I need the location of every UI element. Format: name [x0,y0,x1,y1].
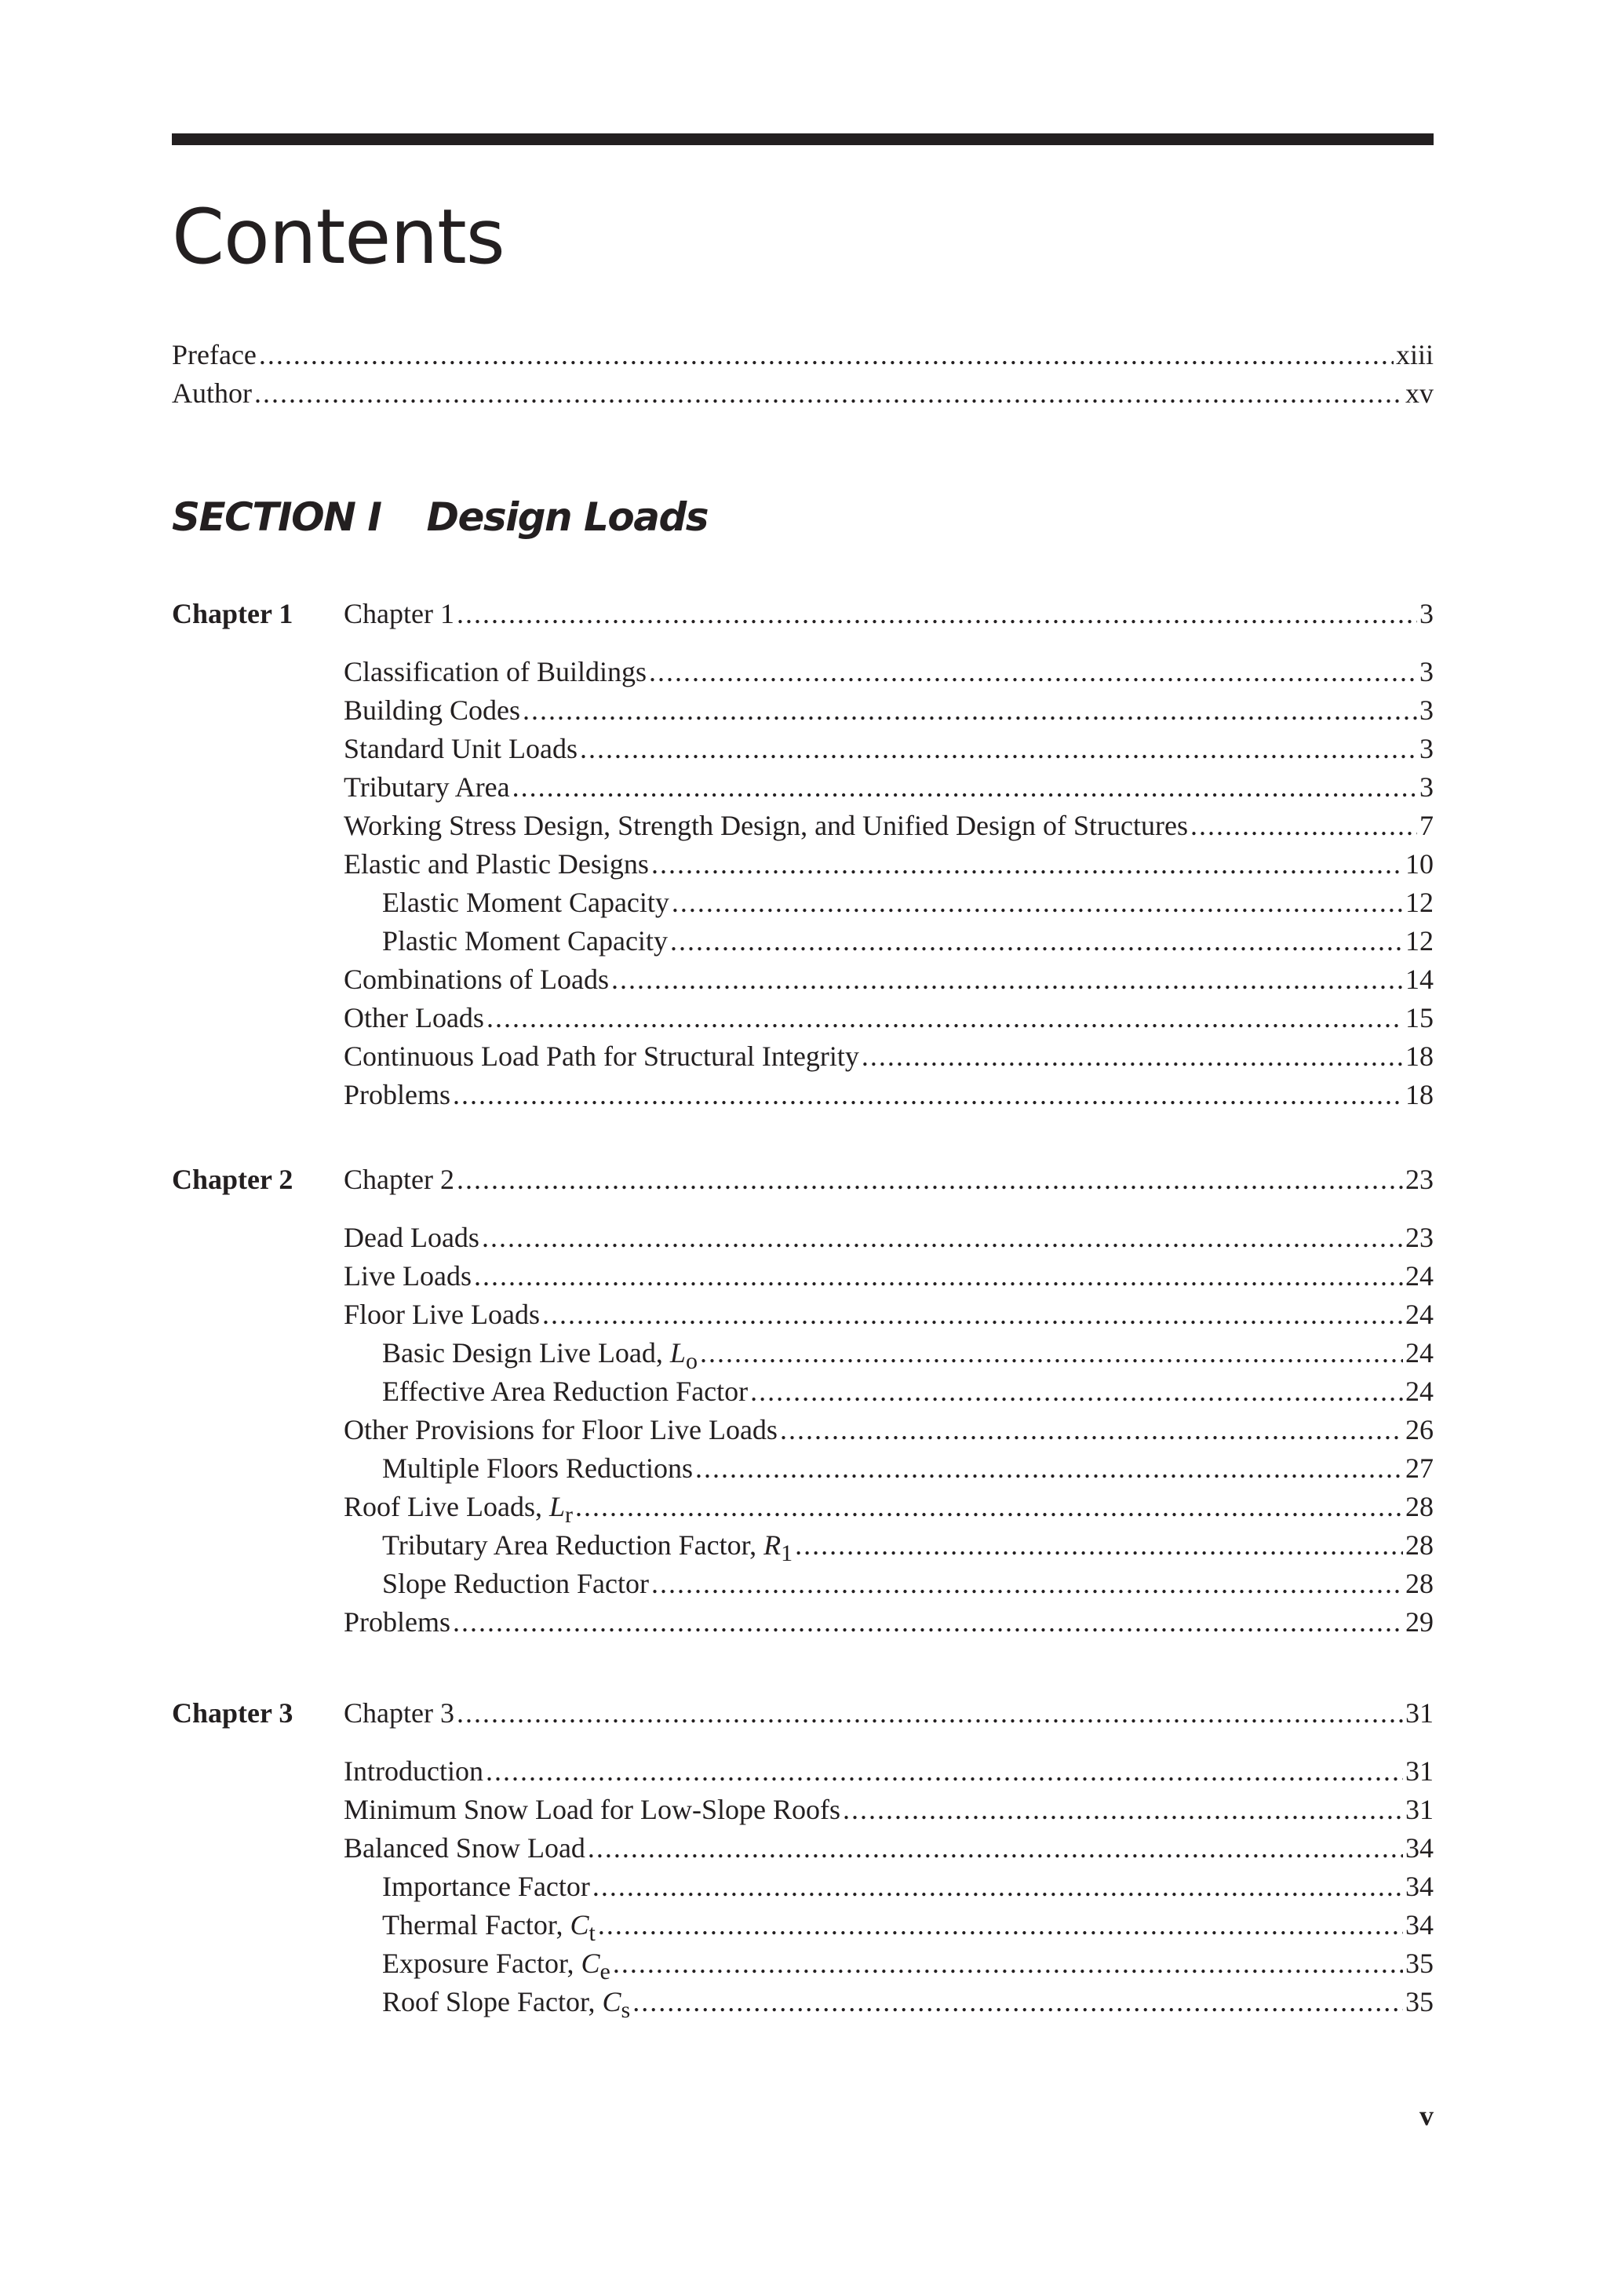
toc-entry[interactable] [344,1076,1434,1114]
top-rule [172,133,1434,145]
entry-page-number: 3 [1419,694,1434,726]
entry-label-text: Elastic Moment Capacity [382,887,669,918]
math-subscript: r [564,1502,573,1526]
entry-label [344,595,454,633]
dot-leader [843,1791,1403,1829]
entry-page-number: 3 [1419,656,1434,687]
toc-entry[interactable] [344,1752,1434,1791]
entry-page-number: 26 [1405,1414,1434,1445]
entry-label [344,807,1188,845]
entry-label-text: Building Codes [344,694,521,726]
dot-leader [649,653,1417,691]
entry-label-text: Problems [344,1606,451,1638]
entry-page-number: 35 [1405,1986,1434,2017]
entry-page-number: 7 [1419,810,1434,841]
toc-entry[interactable] [344,1526,1434,1565]
entry-label-text: Basic Design Live Load, [382,1337,670,1368]
entry-label-text: Exposure Factor, [382,1948,581,1979]
toc-entry[interactable] [344,1603,1434,1642]
entry-page-number: 12 [1405,925,1434,957]
dot-leader [588,1829,1403,1868]
entry-label-text: Effective Area Reduction Factor [382,1376,749,1407]
entry-page-number: 10 [1405,848,1434,880]
dot-leader [862,1037,1403,1076]
dot-leader [457,1694,1403,1733]
section-title: Design Loads [426,494,709,540]
entry-label-text: Preface [172,339,257,370]
dot-leader [453,1603,1403,1642]
dot-leader [795,1526,1403,1565]
toc-entry[interactable] [344,884,1434,922]
entry-label-text: Tributary Area [344,771,510,803]
entry-page-number: 24 [1405,1260,1434,1292]
entry-page-number: 3 [1419,598,1434,629]
math-subscript: s [621,1997,631,2021]
entry-label-text: Dead Loads [344,1222,479,1253]
front-matter-list [172,336,1434,413]
toc-entry[interactable] [344,730,1434,768]
dot-leader [592,1868,1403,1906]
chapter-entries [344,595,1434,1114]
math-subscript: o [685,1348,698,1372]
entry-label [344,960,609,999]
dot-leader [457,595,1417,633]
dot-leader [474,1257,1403,1296]
toc-entry[interactable] [344,1791,1434,1829]
toc-entry[interactable] [344,1334,1434,1372]
dot-leader [486,1752,1403,1791]
math-variable: C [570,1909,589,1941]
entry-label-text: Chapter 2 [344,1164,454,1195]
toc-entry[interactable] [344,691,1434,730]
entry-label [344,845,649,884]
dot-leader [613,1944,1403,1983]
toc-entry[interactable] [344,1037,1434,1076]
entry-page-number: 29 [1405,1606,1434,1638]
entry-page-number: xv [1405,377,1434,409]
entry-label-text: Thermal Factor, [382,1909,570,1941]
entry-label-text: Tributary Area Reduction Factor, [382,1529,764,1561]
dot-leader [632,1983,1403,2021]
entry-label-text: Continuous Load Path for Structural Integrity [344,1040,859,1072]
math-variable: C [602,1986,621,2017]
entry-page-number: 28 [1405,1491,1434,1522]
entry-page-number: 31 [1405,1697,1434,1729]
math-subscript: 1 [781,1540,793,1565]
dot-leader [670,922,1403,960]
front-matter-row[interactable] [172,336,1434,374]
entry-label [382,1868,590,1906]
entry-label [344,1488,573,1526]
entry-label [382,1906,596,1944]
toc-entry[interactable] [344,845,1434,884]
entry-label-text: Author [172,377,252,409]
page-number: v [1419,2100,1434,2131]
toc-entry[interactable] [344,1411,1434,1449]
entry-label [382,1565,649,1603]
math-subscript: e [599,1959,610,1983]
toc-entry[interactable] [344,807,1434,845]
entry-label [382,1334,698,1372]
entry-label [382,1372,748,1411]
entry-label-text: Classification of Buildings [344,656,647,687]
entry-label [344,1791,840,1829]
toc-entry[interactable] [344,999,1434,1037]
math-variable: R [763,1529,782,1561]
dot-leader [512,768,1417,807]
dot-leader [259,336,1394,374]
math-variable: L [548,1491,565,1522]
dot-leader [651,1565,1403,1603]
entry-page-number: 31 [1405,1794,1434,1825]
toc-entry[interactable] [344,1868,1434,1906]
entry-page-number: 34 [1405,1871,1434,1902]
toc-entry[interactable] [344,653,1434,691]
entry-label [382,1526,793,1565]
entry-page-number: 28 [1405,1568,1434,1599]
toc-entry[interactable] [344,1296,1434,1334]
dot-leader [700,1334,1403,1372]
toc-entry[interactable] [344,1944,1434,1983]
entry-label-text: Combinations of Loads [344,964,609,995]
entry-page-number: 23 [1405,1222,1434,1253]
dot-leader [580,730,1417,768]
entry-label [382,1449,693,1488]
dot-leader [598,1906,1403,1944]
toc-entry[interactable] [344,1829,1434,1868]
toc-entry[interactable] [344,1565,1434,1603]
dot-leader [457,1161,1403,1199]
entry-label-text: Introduction [344,1755,483,1787]
toc-entry[interactable] [344,1906,1434,1944]
entry-label-text: Elastic and Plastic Designs [344,848,649,880]
entry-label [382,1983,630,2021]
dot-leader [780,1411,1403,1449]
toc-entry[interactable] [344,960,1434,999]
dot-leader [750,1372,1403,1411]
dot-leader [523,691,1417,730]
entry-label [172,336,257,374]
entry-page-number: 34 [1405,1832,1434,1864]
chapter-entries [344,1694,1434,2021]
chapter-label: Chapter 3 [172,1697,293,1729]
entry-label-text: Plastic Moment Capacity [382,925,668,957]
entry-label [344,653,647,691]
dot-leader [453,1076,1403,1114]
front-matter-row[interactable] [172,374,1434,413]
chapter-title-row[interactable] [344,1694,1434,1733]
entry-label [344,1161,454,1199]
entry-label-text: Slope Reduction Factor [382,1568,649,1599]
entry-page-number: 3 [1419,771,1434,803]
entry-label-text: Problems [344,1079,451,1110]
dot-leader [1190,807,1417,845]
entry-page-number: 3 [1419,733,1434,764]
entry-label [344,768,510,807]
entry-label-text: Other Provisions for Floor Live Loads [344,1414,778,1445]
entry-label [344,1411,778,1449]
entry-page-number: 28 [1405,1529,1434,1561]
entry-page-number: 35 [1405,1948,1434,1979]
entry-label [344,999,484,1037]
entry-label [382,922,668,960]
chapter-title-row[interactable] [344,595,1434,633]
entry-label [344,1603,450,1642]
entry-page-number: 24 [1405,1376,1434,1407]
entry-label-text: Minimum Snow Load for Low-Slope Roofs [344,1794,840,1825]
entry-label [344,1076,450,1114]
entry-label [344,1752,483,1791]
toc-entry[interactable] [344,1488,1434,1526]
chapter-entries [344,1161,1434,1642]
entry-label-text: Other Loads [344,1002,484,1033]
entry-page-number: 14 [1405,964,1434,995]
toc-entry[interactable] [344,1257,1434,1296]
entry-label [382,884,669,922]
dot-leader [611,960,1403,999]
chapter-label: Chapter 2 [172,1164,293,1195]
entry-label-text: Floor Live Loads [344,1299,540,1330]
math-subscript: t [589,1920,596,1944]
entry-label-text: Live Loads [344,1260,472,1292]
entry-label-text: Roof Slope Factor, [382,1986,603,2017]
entry-page-number: 24 [1405,1337,1434,1368]
entry-page-number: 31 [1405,1755,1434,1787]
entry-label-text: Multiple Floors Reductions [382,1452,693,1484]
section-number: SECTION I [172,494,381,540]
entry-page-number: 15 [1405,1002,1434,1033]
dot-leader [542,1296,1403,1334]
entry-label-text: Roof Live Loads, [344,1491,549,1522]
dot-leader [575,1488,1403,1526]
dot-leader [482,1219,1403,1257]
entry-label [344,1219,479,1257]
math-variable: C [581,1948,600,1979]
toc-entry[interactable] [344,1372,1434,1411]
entry-label-text: Standard Unit Loads [344,733,578,764]
dot-leader [651,845,1403,884]
entry-label [344,1257,472,1296]
entry-label [344,1037,859,1076]
entry-label-text: Chapter 3 [344,1697,454,1729]
chapter-label: Chapter 1 [172,598,293,629]
dot-leader [254,374,1403,413]
entry-page-number: 12 [1405,887,1434,918]
entry-label-text: Working Stress Design, Strength Design, and Unified Design of Structures [344,810,1188,841]
entry-page-number: 18 [1405,1040,1434,1072]
toc-entry[interactable] [344,1219,1434,1257]
entry-page-number: 23 [1405,1164,1434,1195]
entry-label [172,374,252,413]
dot-leader [695,1449,1403,1488]
entry-page-number: 27 [1405,1452,1434,1484]
dot-leader [486,999,1403,1037]
math-variable: L [669,1337,686,1368]
entry-label-text: Importance Factor [382,1871,590,1902]
toc-entry[interactable] [344,1449,1434,1488]
entry-label [344,730,578,768]
entry-page-number: 24 [1405,1299,1434,1330]
entry-label [344,1296,540,1334]
chapter-title-row[interactable] [344,1161,1434,1199]
toc-entry[interactable] [344,922,1434,960]
entry-page-number: xiii [1395,339,1434,370]
section-heading [172,494,709,540]
entry-page-number: 18 [1405,1079,1434,1110]
entry-label [344,1829,585,1868]
toc-entry[interactable] [344,1983,1434,2021]
entry-label-text: Chapter 1 [344,598,454,629]
entry-label [344,691,520,730]
entry-page-number: 34 [1405,1909,1434,1941]
dot-leader [672,884,1403,922]
toc-entry[interactable] [344,768,1434,807]
entry-label [344,1694,454,1733]
entry-label-text: Balanced Snow Load [344,1832,585,1864]
entry-label [382,1944,610,1983]
page-title: Contents [172,193,505,281]
